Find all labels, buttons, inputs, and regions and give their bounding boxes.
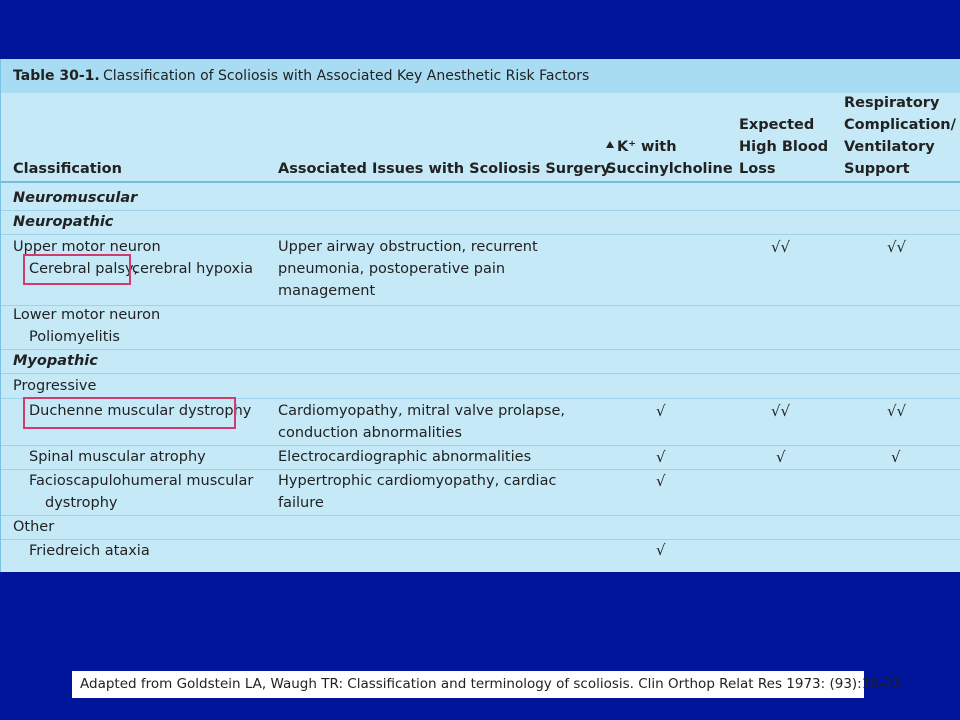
arrow-up-icon: [606, 141, 614, 148]
row-friedreich-ataxia: Friedreich ataxia: [29, 543, 150, 559]
sma-issue: Electrocardiographic abnormalities: [278, 449, 532, 465]
upper-issue-line2: pneumonia, postoperative pain: [278, 261, 506, 277]
check-duchenne-resp: √√: [887, 402, 907, 420]
header-resp-line4: Support: [844, 161, 910, 177]
upper-issue-line3: management: [278, 283, 376, 299]
duchenne-issue-line2: conduction abnormalities: [278, 425, 462, 441]
row-facioscapulohumeral-line2: dystrophy: [45, 495, 118, 511]
row-divider: [1, 234, 960, 235]
row-poliomyelitis: Poliomyelitis: [29, 329, 120, 345]
row-lower-motor-neuron: Lower motor neuron: [13, 307, 161, 323]
row-cerebral-hypoxia: cerebral hypoxia: [132, 261, 254, 277]
header-blood-line2: High Blood: [739, 139, 829, 155]
header-k-succinylcholine-line1: [606, 136, 677, 158]
check-upper-blood: √√: [771, 238, 791, 256]
highlight-box-cerebral-palsy: [23, 254, 131, 285]
header-resp-line2: Complication/: [844, 117, 956, 133]
row-divider: [1, 373, 960, 374]
upper-issue-line1: Upper airway obstruction, recurrent: [278, 239, 538, 255]
highlight-box-duchenne: [23, 397, 236, 429]
check-duchenne-blood: √√: [771, 402, 791, 420]
group-neuropathic: Neuropathic: [13, 214, 114, 230]
table-number: Table 30-1.: [13, 68, 100, 84]
row-duchenne: Duchenne muscular dystrophy: [29, 403, 252, 419]
header-blood-line1: Expected: [739, 117, 815, 133]
header-resp-line1: Respiratory: [844, 95, 940, 111]
header-classification: Classification: [13, 161, 122, 177]
header-k-text: K⁺ with: [617, 139, 677, 155]
row-upper-motor-neuron: Upper motor neuron: [13, 239, 161, 255]
row-spinal-muscular-atrophy: Spinal muscular atrophy: [29, 449, 206, 465]
check-duchenne-k: √: [656, 402, 666, 420]
check-sma-blood: √: [776, 448, 786, 466]
check-facio-k: √: [656, 472, 666, 490]
table-title-bar: [1, 59, 960, 93]
row-progressive: Progressive: [13, 378, 97, 394]
row-cerebral-palsy: Cerebral palsy,: [29, 261, 139, 277]
duchenne-issue-line1: Cardiomyopathy, mitral valve prolapse,: [278, 403, 566, 419]
header-divider: [1, 181, 960, 183]
check-friedreich-k: √: [656, 541, 666, 559]
header-resp-line3: Ventilatory: [844, 139, 935, 155]
check-sma-k: √: [656, 448, 666, 466]
facio-issue-line2: failure: [278, 495, 324, 511]
row-divider: [1, 515, 960, 516]
group-myopathic: Myopathic: [13, 353, 98, 369]
row-facioscapulohumeral-line1: Facioscapulohumeral muscular: [29, 473, 254, 489]
check-upper-resp: √√: [887, 238, 907, 256]
citation-footer: Adapted from Goldstein LA, Waugh TR: Classification and terminology of scoliosis. Clin Orthop Relat Res 1973: (93):10-22.: [72, 671, 864, 698]
row-divider: [1, 210, 960, 211]
group-neuromuscular: Neuromuscular: [13, 190, 138, 206]
header-associated-issues: Associated Issues with Scoliosis Surgery: [278, 161, 611, 177]
row-other: Other: [13, 519, 55, 535]
row-divider: [1, 349, 960, 350]
header-k-succinylcholine-line2: Succinylcholine: [606, 161, 733, 177]
header-blood-line3: Loss: [739, 161, 776, 177]
facio-issue-line1: Hypertrophic cardiomyopathy, cardiac: [278, 473, 557, 489]
table-title: Classification of Scoliosis with Associated Key Anesthetic Risk Factors: [103, 68, 590, 84]
check-sma-resp: √: [891, 448, 901, 466]
scoliosis-table: [0, 59, 960, 572]
